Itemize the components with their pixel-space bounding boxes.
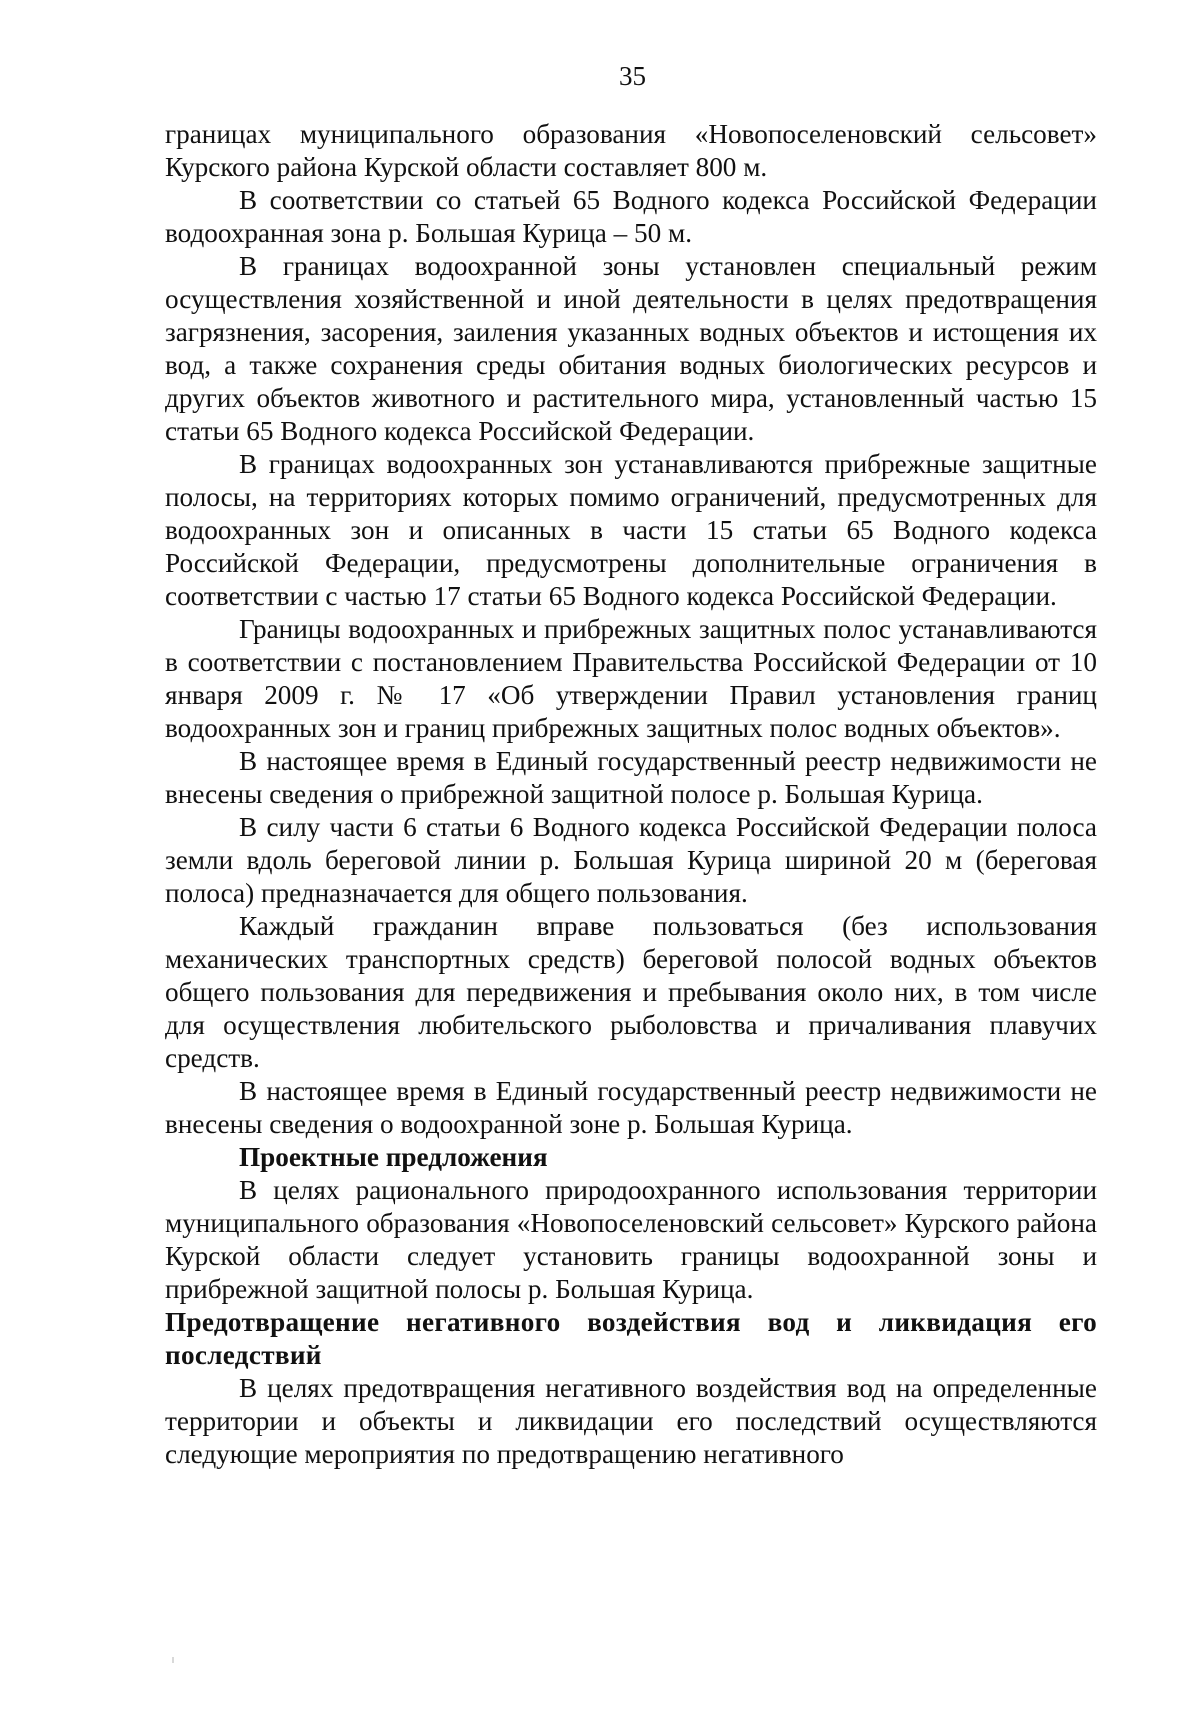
- paragraph-negative-impact: В целях предотвращения негативного воздействия вод на определенные территории и объекты и ликвидации его последствий осуществляются следующие мероприятия по предотвращению негативного: [165, 1373, 1097, 1469]
- page-number: 35: [619, 61, 646, 91]
- heading-negative-impact: Предотвращение негативного воздействия вод и ликвидация его последствий: [165, 1307, 1097, 1370]
- document-body: [165, 118, 1097, 1471]
- heading-project-proposals: Проектные предложения: [239, 1142, 548, 1172]
- paragraph-continuation: границах муниципального образования «Новопоселеновский сельсовет» Курского района Курской области составляет 800 м.: [165, 119, 1097, 182]
- scan-artifact: [172, 1657, 174, 1663]
- paragraph-coastal-strips: В границах водоохранных зон устанавливаются прибрежные защитные полосы, на территориях которых помимо ограничений, предусмотренных для водоохранных зон и описанных в части 15 статьи 65 Водного кодекса Российской Федерации, предусмотрены дополнительные ограничения в соответствии с частью 17 статьи 65 Водного кодекса Российской Федерации.: [165, 449, 1097, 611]
- paragraph-boundaries-decree: Границы водоохранных и прибрежных защитных полос устанавливаются в соответствии с постановлением Правительства Российской Федерации от 10 января 2009 г. № 17 «Об утверждении Правил установления границ водоохранных зон и границ прибрежных защитных полос водных объектов».: [165, 614, 1097, 743]
- paragraph-registry-coastal-strip: В настоящее время в Единый государственный реестр недвижимости не внесены сведения о прибрежной защитной полосе р. Большая Курица.: [165, 746, 1097, 809]
- paragraph-proposals: В целях рационального природоохранного использования территории муниципального образования «Новопоселеновский сельсовет» Курского района Курской области следует установить границы водоохранной зоны и прибрежной защитной полосы р. Большая Курица.: [165, 1175, 1097, 1304]
- paragraph-public-use: Каждый гражданин вправе пользоваться (без использования механических транспортных средств) береговой полосой водных объектов общего пользования для передвижения и пребывания около них, в том числе для осуществления любительского рыболовства и причаливания плавучих средств.: [165, 911, 1097, 1073]
- paragraph-water-protection-zone: В соответствии со статьей 65 Водного кодекса Российской Федерации водоохранная зона р. Большая Курица – 50 м.: [165, 185, 1097, 248]
- paragraph-registry-zone: В настоящее время в Единый государственный реестр недвижимости не внесены сведения о водоохранной зоне р. Большая Курица.: [165, 1076, 1097, 1139]
- paragraph-special-regime: В границах водоохранной зоны установлен специальный режим осуществления хозяйственной и иной деятельности в целях предотвращения загрязнения, засорения, заиления указанных водных объектов и истощения их вод, а также сохранения среды обитания водных биологических ресурсов и других объектов животного и растительного мира, установленный частью 15 статьи 65 Водного кодекса Российской Федерации.: [165, 251, 1097, 446]
- paragraph-shore-strip: В силу части 6 статьи 6 Водного кодекса Российской Федерации полоса земли вдоль береговой линии р. Большая Курица шириной 20 м (береговая полоса) предназначается для общего пользования.: [165, 812, 1097, 908]
